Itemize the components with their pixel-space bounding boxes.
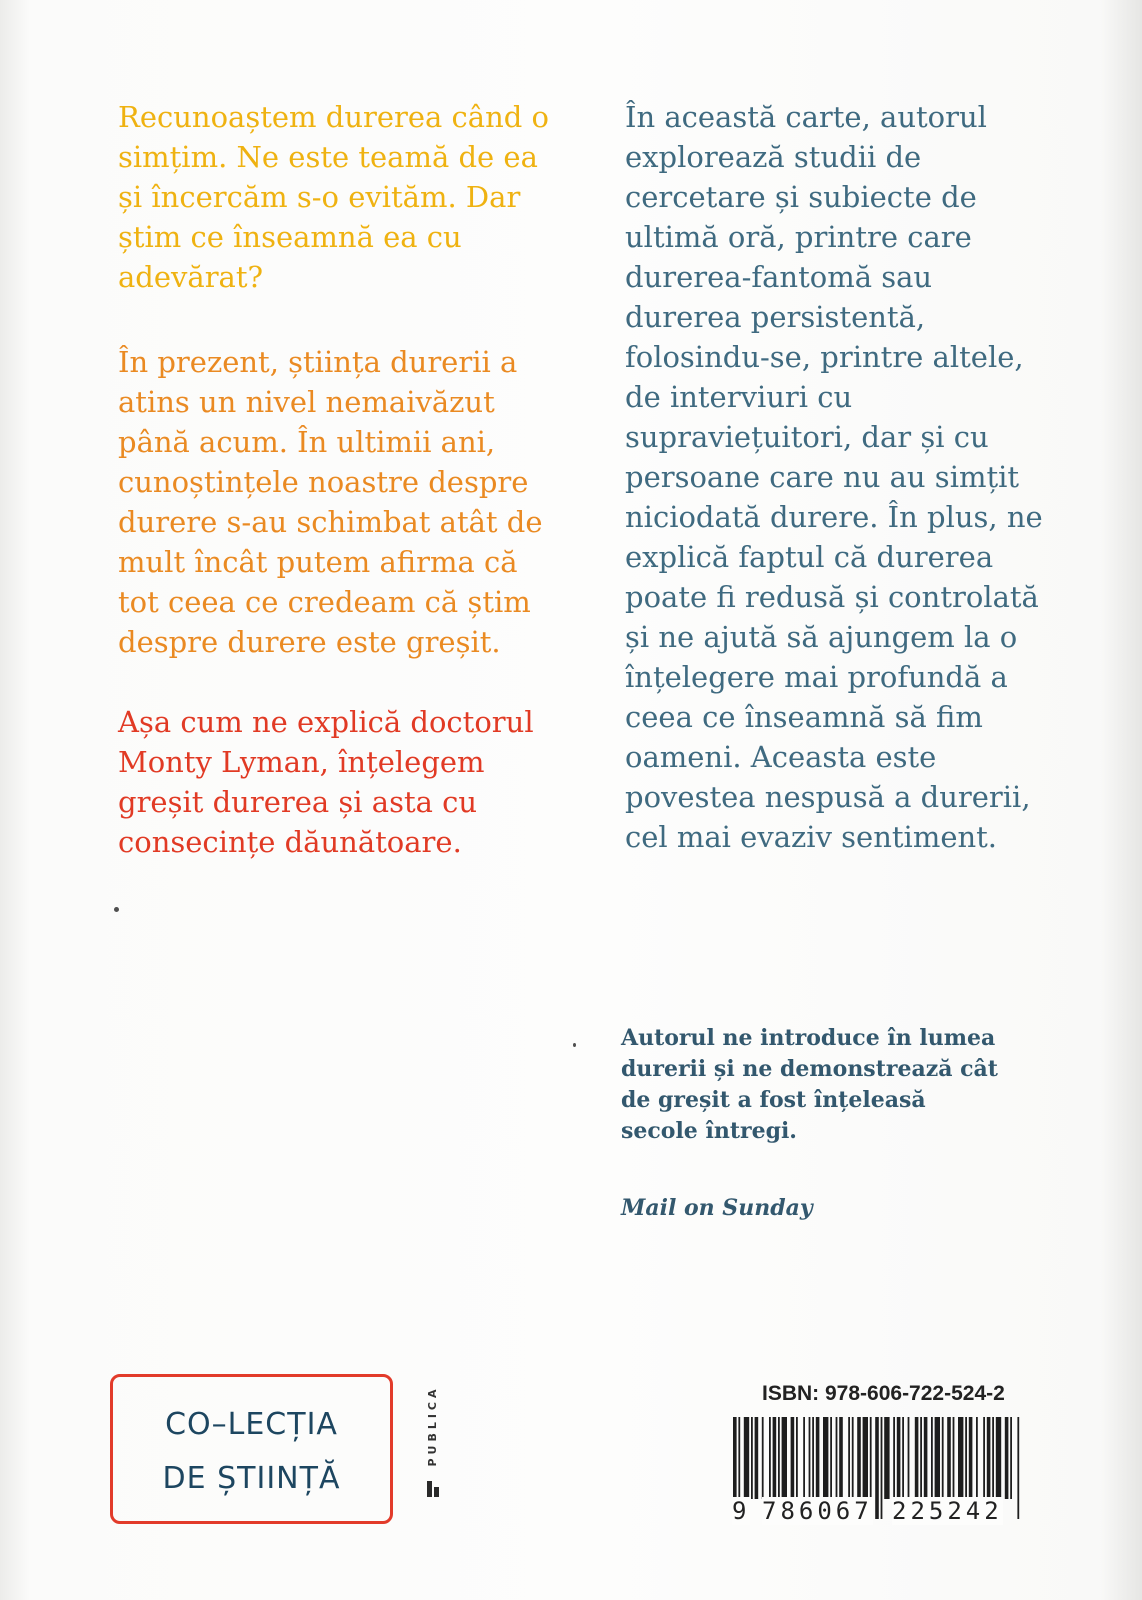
barcode-bar [958,1417,963,1499]
barcode-bar [965,1417,967,1499]
text-line: și ne ajută să ajungem la o [625,620,1018,654]
text-line: oameni. Aceasta este [625,740,937,774]
publisher-name [426,1376,446,1476]
barcode-bar [969,1417,973,1499]
barcode-bar [857,1417,861,1499]
text-line: simțim. Ne este teamă de ea [118,140,538,174]
text-line: ceea ce înseamnă să fim [625,700,983,734]
text-line: durere s-au schimbat atât de [118,505,543,539]
text-line: și încercăm s-o evităm. Dar [118,180,521,214]
barcode-bar [931,1417,933,1499]
barcode-bar [987,1417,991,1499]
text-line: de interviuri cu [625,380,853,414]
text-line: durerea persistentă, [625,300,926,334]
intro-paragraph [118,97,598,297]
text-line: tot ceea ce credeam că știm [118,585,531,619]
barcode-bar [836,1417,838,1499]
text-line: povestea nespusă a durerii, [625,780,1031,814]
barcode-digits [732,1497,1032,1527]
barcode-bar [947,1417,951,1499]
barcode-digits-right: 225242 [892,1497,1003,1525]
author-paragraph [118,702,598,862]
barcode-bar [1005,1417,1009,1499]
text-line: despre durere este greșit. [118,625,501,659]
barcode-bar [809,1417,811,1499]
text-line: durerii și ne demonstrează cât [621,1056,998,1082]
series-logo [110,1374,393,1524]
barcode-bar [812,1417,814,1499]
barcode-bar [762,1417,764,1499]
speck-mark [114,907,119,912]
barcode-bar [773,1417,777,1499]
text-line: explică faptul că durerea [625,540,994,574]
barcode-bar [782,1417,787,1499]
barcode-bar [848,1417,850,1499]
text-line: atins un nivel nemaivăzut [118,385,495,419]
text-line: greșit durerea și asta cu [118,785,478,819]
barcode-bar [935,1417,940,1499]
book-description-paragraph [625,97,1125,857]
barcode-bar [816,1417,820,1499]
text-line: poate fi redusă și controlată [625,580,1039,614]
barcode-bar [983,1417,985,1499]
barcode-bar [830,1417,832,1499]
text-line: înțelegere mai profundă a [625,660,1008,694]
barcode-bar [920,1417,922,1499]
text-line: mult încât putem afirma că [118,545,518,579]
barcode-bar [863,1417,868,1499]
review-source: Mail on Sunday [621,1195,813,1221]
text-line: folosindu-se, printre altele, [625,340,1024,374]
barcode-bar [803,1417,805,1499]
text-line: Recunoaștem durerea când o [118,100,550,134]
review-quote [621,1023,1081,1147]
isbn-label: ISBN: 978-606-722-524-2 [762,1382,1005,1405]
barcode-bar [996,1417,1001,1499]
barcode-bar [915,1417,919,1499]
barcode-bar [823,1417,828,1499]
barcode-bar [992,1417,994,1499]
text-line: explorează studii de [625,140,922,174]
barcode-bar [870,1417,872,1499]
text-line: Autorul ne introduce în lumea [621,1025,996,1051]
text-line: În prezent, știința durerii a [118,345,518,379]
barcode-bar [884,1417,889,1499]
publisher-logo-icon [427,1481,441,1497]
barcode-bar [791,1417,795,1499]
barcode-bar [751,1417,753,1499]
barcode-bar [976,1417,978,1499]
text-line: ultimă oră, printre care [625,220,972,254]
series-logo-line-2: DE ȘTIINȚĂ [162,1461,341,1496]
barcode-bar [897,1417,901,1499]
text-line: niciodată durere. În plus, ne [625,500,1043,534]
series-logo-line-1: CO–LECȚIA [165,1407,338,1442]
text-line: persoane care nu au simțit [625,460,1020,494]
text-line: știm ce înseamnă ea cu [118,220,462,254]
text-line: cercetare și subiecte de [625,180,977,214]
barcode-bar [893,1417,895,1499]
text-line: cunoștințele noastre despre [118,465,529,499]
barcode-bar [908,1417,910,1499]
text-line: supraviețuitori, dar și cu [625,420,989,454]
barcode-bar [1010,1417,1012,1499]
barcode-bar [796,1417,798,1499]
barcode-digit-first: 9 [732,1497,751,1525]
text-line: de greșit a fost înțeleasă [621,1087,926,1113]
text-line: până acum. În ultimii ani, [118,425,496,459]
barcode-bar [953,1417,955,1499]
text-line: secole întregi. [621,1118,797,1144]
text-line: adevărat? [118,260,264,294]
barcode-bar [755,1417,759,1499]
barcode-bar [769,1417,771,1499]
text-line: Așa cum ne explică doctorul [118,705,534,739]
barcode-bar [942,1417,944,1499]
text-line: În această carte, autorul [625,100,987,134]
barcode-bar [778,1417,780,1499]
barcode-bar [924,1417,928,1499]
publisher-label: PUBLICA [426,1385,439,1467]
text-line: consecințe dăunătoare. [118,825,462,859]
text-line: Monty Lyman, înțelegem [118,745,485,779]
text-line: durerea-fantomă sau [625,260,933,294]
barcode-bar [852,1417,854,1499]
text-line: cel mai evaziv sentiment. [625,820,998,854]
barcode-digits-left: 786067 [762,1497,873,1525]
science-paragraph [118,342,598,662]
speck-mark [573,1043,576,1047]
barcode-bar [902,1417,904,1499]
barcode-bar [744,1417,749,1499]
barcode-bar [839,1417,843,1499]
